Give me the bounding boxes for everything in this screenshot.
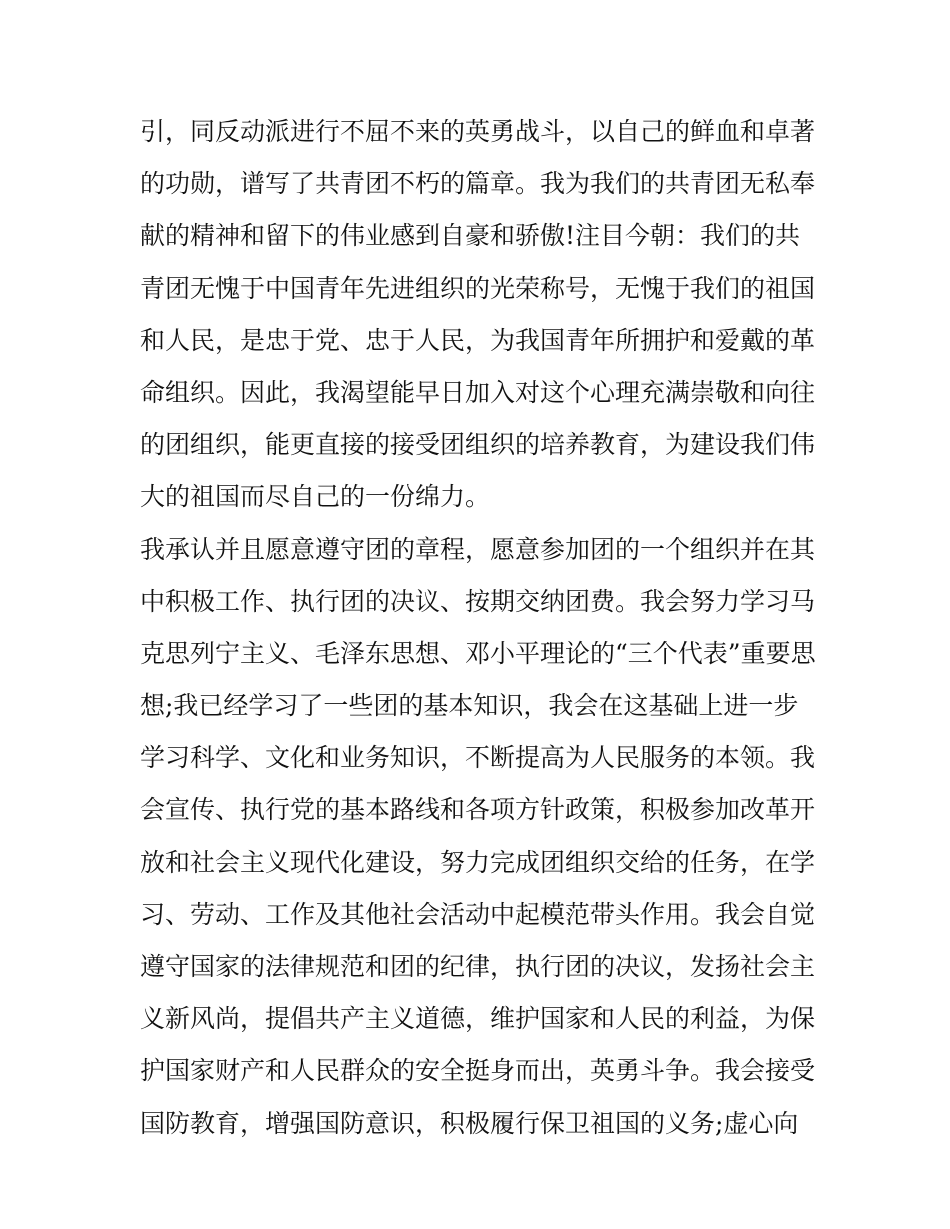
text-line: 和人民，是忠于党、忠于人民，为我国青年所拥护和爱戴的革 xyxy=(140,325,816,355)
text-line: 习、劳动、工作及其他社会活动中起模范带头作用。我会自觉 xyxy=(140,899,816,929)
text-line: 克思列宁主义、毛泽东思想、邓小平理论的“三个代表”重要思 xyxy=(140,638,816,668)
text-line: 义新风尚，提倡共产主义道德，维护国家和人民的利益，为保 xyxy=(140,1004,816,1034)
text-line: 想;我已经学习了一些团的基本知识，我会在这基础上进一步 xyxy=(140,691,799,721)
text-line: 中积极工作、执行团的决议、按期交纳团费。我会努力学习马 xyxy=(140,586,816,616)
text-line: 学习科学、文化和业务知识，不断提高为人民服务的本领。我 xyxy=(140,743,816,773)
body-text xyxy=(140,106,830,1150)
text-line: 护国家财产和人民群众的安全挺身而出，英勇斗争。我会接受 xyxy=(140,1056,816,1086)
text-line: 命组织。因此，我渴望能早日加入对这个心理充满崇敬和向往 xyxy=(140,377,816,407)
text-line: 遵守国家的法律规范和团的纪律，执行团的决议，发扬社会主 xyxy=(140,952,816,981)
text-line: 的团组织，能更直接的接受团组织的培养教育，为建设我们伟 xyxy=(140,430,816,460)
text-line: 我承认并且愿意遵守团的章程，愿意参加团的一个组织并在其 xyxy=(140,534,816,564)
text-line: 青团无愧于中国青年先进组织的光荣称号，无愧于我们的祖国 xyxy=(140,273,816,303)
text-line: 国防教育，增强国防意识，积极履行保卫祖国的义务;虚心向 xyxy=(140,1108,799,1138)
text-line: 大的祖国而尽自己的一份绵力。 xyxy=(140,482,491,512)
text-line: 献的精神和留下的伟业感到自豪和骄傲!注目今朝：我们的共 xyxy=(140,221,801,251)
text-line: 引，同反动派进行不屈不来的英勇战斗，以自己的鲜血和卓著 xyxy=(140,117,816,146)
text-line: 的功勋，谱写了共青团不朽的篇章。我为我们的共青团无私奉 xyxy=(140,169,816,199)
text-line: 放和社会主义现代化建设，努力完成团组织交给的任务，在学 xyxy=(140,847,816,877)
text-line: 会宣传、执行党的基本路线和各项方针政策，积极参加改革开 xyxy=(140,795,816,825)
